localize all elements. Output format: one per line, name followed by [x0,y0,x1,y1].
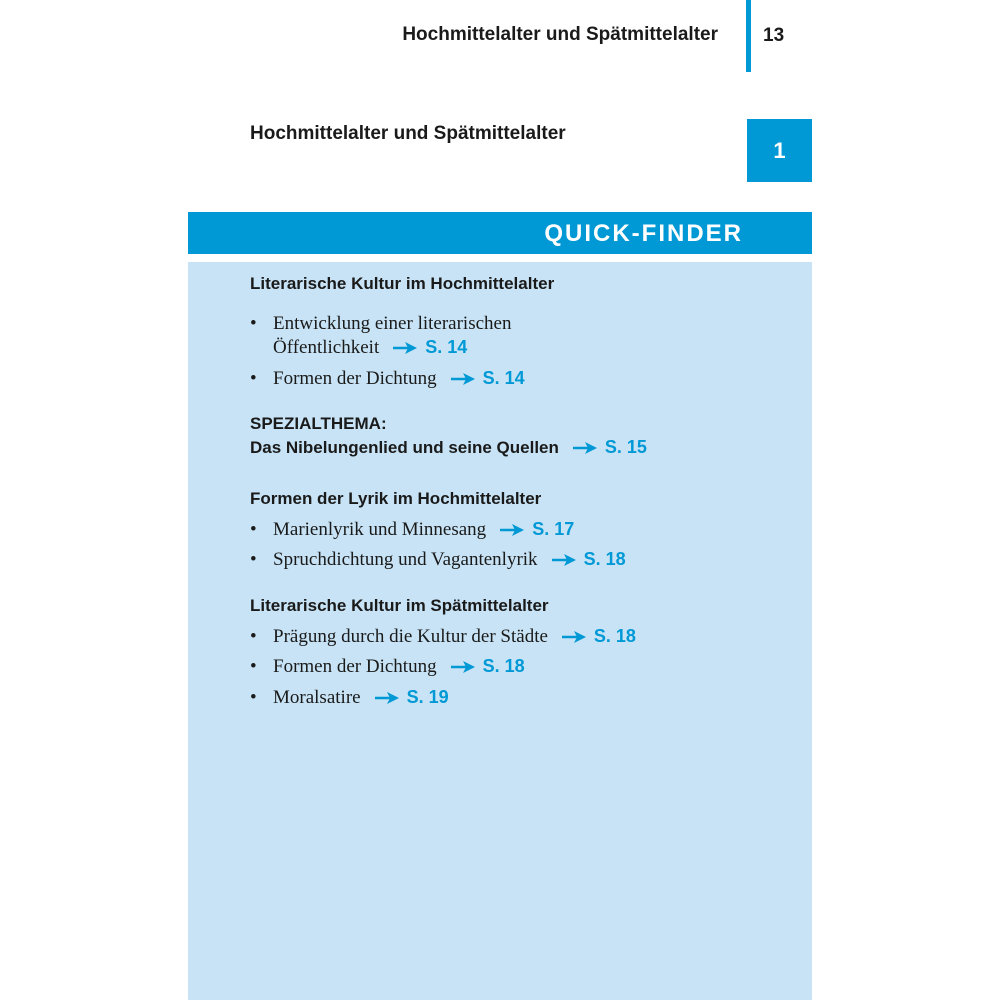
item-text: Prägung durch die Kultur der Städte [273,626,548,647]
item-text: Öffentlichkeit [273,337,380,358]
list-item [250,549,626,572]
quick-finder-title: QUICK-FINDER [544,220,743,247]
arrow-right-icon [500,520,524,542]
arrow-right-icon [451,657,475,679]
item-text: Spruchdichtung und Vagantenlyrik [273,549,538,570]
arrow-right-icon [451,369,475,391]
item-text: Moralsatire [273,687,361,708]
bullet: • [250,626,257,647]
list-item [250,687,449,710]
item-text: Entwicklung einer literarischen [273,313,512,334]
arrow-right-icon [393,338,417,360]
bullet: • [250,656,257,677]
arrow-right-icon [573,439,597,459]
bullet: • [250,519,257,540]
page-reference-link[interactable]: S. 18 [482,656,525,676]
quick-finder-header [188,212,812,254]
running-head: Hochmittelalter und Spätmittelalter [402,24,718,45]
special-topic [250,437,647,459]
item-text: Marienlyrik und Minnesang [273,519,487,540]
section-heading: Literarische Kultur im Hochmittelalter [250,274,555,293]
list-item [250,368,525,391]
arrow-right-icon [562,627,586,649]
bullet: • [250,687,257,708]
page-reference-link[interactable]: S. 18 [593,626,636,646]
list-item [250,519,574,542]
page-reference-link[interactable]: S. 18 [583,549,626,569]
list-item [250,626,636,649]
header-divider [746,0,751,72]
item-text: Formen der Dichtung [273,656,437,677]
bullet: • [250,368,257,389]
page-reference-link[interactable]: S. 15 [604,437,647,457]
arrow-right-icon [375,688,399,710]
page-reference-link[interactable]: S. 19 [406,687,449,707]
chapter-title: Hochmittelalter und Spätmittelalter [250,123,566,144]
page-reference-link[interactable]: S. 14 [482,368,525,388]
page-number: 13 [763,25,785,46]
arrow-right-icon [552,550,576,572]
item-text: Formen der Dichtung [273,368,437,389]
page-reference-link[interactable]: S. 14 [425,337,468,357]
list-item [250,656,525,679]
chapter-number-tab: 1 [747,119,812,182]
special-topic-text: Das Nibelungenlied und seine Quellen [250,438,559,457]
list-item [250,313,511,335]
list-item-continuation [273,337,467,360]
special-topic-label: SPEZIALTHEMA: [250,414,387,433]
bullet: • [250,549,257,570]
bullet: • [250,313,257,334]
page-reference-link[interactable]: S. 17 [532,519,575,539]
section-heading: Formen der Lyrik im Hochmittelalter [250,489,542,508]
section-heading: Literarische Kultur im Spätmittelalter [250,596,549,615]
